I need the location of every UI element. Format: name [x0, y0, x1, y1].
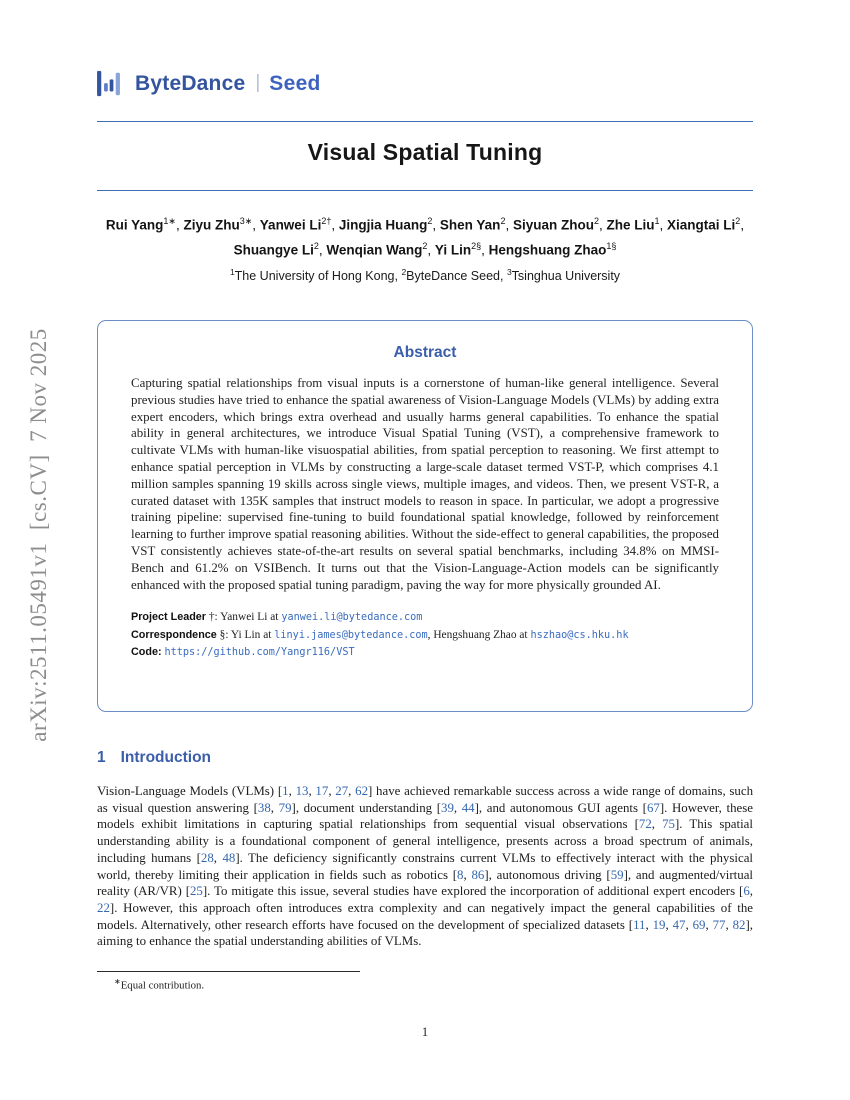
- citation-link[interactable]: 6: [743, 884, 750, 899]
- footnote: [97, 977, 204, 992]
- email-link[interactable]: linyi.james@bytedance.com: [274, 629, 428, 641]
- author-name: Ziyu Zhu: [183, 217, 240, 233]
- author-list: Rui Yang$^{1∗}$, Ziyu Zhu$^{3∗}$, Yanwei $Li^{2\dagger}$, Jingjia Huang$^2$, Shen Yan$^2$, Siyuan Zhou$^2$, Zhe Liu$^1$, Xiangtai Li$^2$, Shuangye Li$^2$, Wenqian Wang$^2$, Yi Lin$^{2\S}$, Hengshuang Zhao$^{1\S}$: [105, 216, 745, 257]
- email-link[interactable]: yanwei.li@bytedance.com: [281, 612, 423, 624]
- citation-link[interactable]: 39: [441, 800, 454, 815]
- citation-link[interactable]: 44: [461, 800, 475, 815]
- abstract-text: Capturing spatial relationships from visual inputs is a cornerstone of human-like general intelligence. Several previous studies have tried to enhance the spatial awareness of Vision-Language Models (VLMs) by adding extra expert encoders, which brings extra overhead and usually harms general capabilities. To enhance the spatial ability in general architectures, we introduce Visual Spatial Tuning (VST), a comprehensive framework to cultivate VLMs with human-like visuospatial abilities, from spatial perception to reasoning. We first attempt to enhance spatial perception in VLMs by constructing a large-scale dataset termed VST-P, which comprises 4.1 million samples spanning 19 skills across single views, multiple images, and videos. Then, we present VST-R, a curated dataset with 135K samples that instruct models to reason in space. In particular, we adopt a progressive training pipeline: supervised fine-tuning to build foundational spatial knowledge, followed by reinforcement learning to further improve spatial reasoning abilities. Without the side-effect to general capabilities, the proposed VST consistently achieves state-of-the-art results on several spatial benchmarks, including 34.8% on MMSI-Bench and 61.2% on VSIBench. It turns out that the Vision-Language-Action models can be significantly enhanced with the proposed spatial tuning paradigm, paving the way for more physically grounded AI.: [131, 376, 719, 592]
- citation-link[interactable]: 75: [662, 817, 675, 832]
- citation-link[interactable]: 28: [200, 850, 214, 865]
- citation-link[interactable]: 13: [295, 784, 309, 798]
- citation-link[interactable]: 72: [638, 817, 652, 832]
- affiliation-name: The University of Hong Kong: [234, 269, 395, 284]
- author-name: Shen Yan: [439, 217, 501, 233]
- author-name: Yi Lin: [434, 242, 472, 257]
- meta-text: †: Yanwei Li at: [206, 611, 282, 624]
- citation-link[interactable]: 19: [652, 917, 666, 932]
- meta-line: [131, 609, 719, 626]
- citation-link[interactable]: 77: [712, 917, 726, 932]
- email-link[interactable]: hszhao@cs.hku.hk: [530, 629, 629, 641]
- citation-link[interactable]: 38: [257, 800, 271, 815]
- footnote-marker: ∗: [114, 977, 121, 986]
- meta-label: Project Leader: [131, 611, 207, 624]
- citation-link[interactable]: 86: [471, 867, 485, 882]
- section-heading-introduction: [97, 749, 211, 767]
- footnote-rule: [97, 971, 360, 972]
- abstract-meta: [131, 609, 719, 661]
- meta-line: [131, 627, 719, 644]
- author-name: Shuangye Li: [233, 242, 314, 257]
- meta-line: [131, 644, 719, 661]
- author-name: Yanwei Li: [259, 217, 322, 233]
- citation-link[interactable]: 82: [732, 917, 746, 932]
- bytedance-seed-logo: [97, 70, 321, 98]
- meta-label: Code:: [131, 645, 162, 658]
- meta-text: , Hengshuang Zhao at: [427, 628, 531, 641]
- citation-link[interactable]: 1: [282, 784, 289, 798]
- citation-link[interactable]: 11: [633, 917, 646, 932]
- author-name: Zhe Liu: [606, 217, 655, 233]
- code-link[interactable]: https://github.com/Yangr116/VST: [164, 646, 355, 658]
- logo-text-seed: Seed: [269, 72, 321, 95]
- author-name: Jingjia Huang: [338, 217, 428, 233]
- header-rule-bottom: [97, 190, 753, 191]
- bytedance-logo-icon: [97, 70, 127, 98]
- citation-link[interactable]: 47: [672, 917, 686, 932]
- logo-text-bytedance: ByteDance: [135, 72, 246, 95]
- citation-link[interactable]: 25: [189, 884, 203, 899]
- citation-link[interactable]: 67: [646, 800, 660, 815]
- footnote-text: Equal contribution.: [120, 979, 205, 992]
- author-name: Xiangtai Li: [667, 217, 736, 233]
- citation-link[interactable]: 79: [278, 800, 292, 815]
- citation-link[interactable]: 8: [457, 867, 464, 882]
- citation-link[interactable]: 22: [97, 900, 110, 915]
- author-name: Hengshuang Zhao: [488, 242, 607, 257]
- author-name: Siyuan Zhou: [512, 217, 594, 233]
- citation-link[interactable]: 59: [610, 867, 624, 882]
- author-name: Wenqian Wang: [326, 242, 423, 257]
- arxiv-watermark: arXiv:2511.05491v1 [cs.CV] 7 Nov 2025: [26, 328, 51, 742]
- citation-link[interactable]: 62: [355, 784, 369, 798]
- logo-divider: |: [255, 72, 261, 93]
- section-number: 1: [97, 749, 106, 766]
- meta-text: §: Yi Lin at: [216, 628, 275, 641]
- author-name: Rui Yang: [105, 217, 164, 233]
- abstract-heading: Abstract: [393, 344, 457, 361]
- introduction-paragraph: Vision-Language Models (VLMs) [1, 13, 17, 27, 62] have achieved remarkable success across a wide range of domains, such as visual question answering [38, 79], document understanding [39, 44], and autonomous GUI agents [67]. However, these models exhibit limitations in capturing spatial relationships from sequential visual observations [72, 75]. This spatial understanding ability is a foundational component of general intelligence, presents across a broad spectrum of animals, including humans [28, 48]. The deficiency significantly constrains current VLMs to effectively interact with the physical world, thereby limiting their application in fields such as robotics [8, 86], autonomous driving [59], and augmented/virtual reality (AR/VR) [25]. To mitigate this issue, several studies have explored the incorporation of additional expert encoders [6, 22]. However, this approach often introduces extra complexity and can negatively impact the general capabilities of the models. Alternatively, other research efforts have focused on the development of specialized datasets [11, 19, 47, 69, 77, 82], aiming to enhance the spatial understanding abilities of VLMs.: [97, 784, 754, 949]
- page-number: 1: [421, 1025, 429, 1039]
- affiliation-name: Tsinghua University: [511, 269, 621, 284]
- paper-title: Visual Spatial Tuning: [307, 139, 543, 165]
- citation-link[interactable]: 27: [335, 784, 349, 798]
- affiliation-list: $^1$The University of Hong Kong, $^2$ByteDance Seed, $^3$Tsinghua University: [229, 267, 621, 284]
- abstract-box: [97, 320, 753, 712]
- citation-link[interactable]: 48: [222, 850, 236, 865]
- section-title: Introduction: [120, 749, 212, 766]
- affiliation-name: ByteDance Seed: [406, 269, 500, 284]
- citation-link[interactable]: 17: [315, 784, 329, 798]
- header-rule-top: [97, 121, 753, 122]
- citation-link[interactable]: 69: [692, 917, 706, 932]
- meta-label: Correspondence: [131, 628, 217, 641]
